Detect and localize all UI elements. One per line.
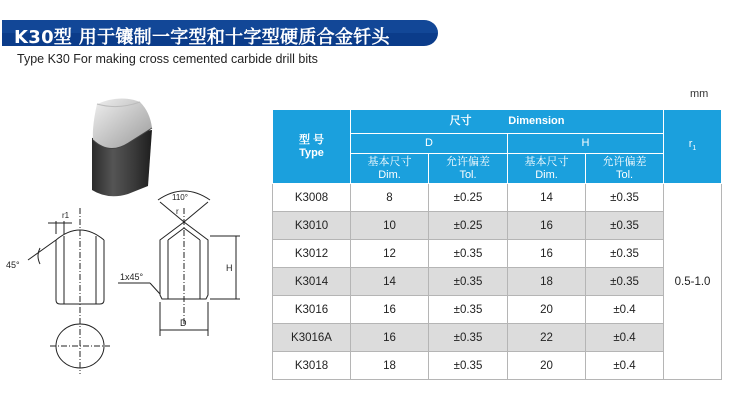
cell-h-tol: ±0.35 — [586, 212, 664, 240]
cell-h-tol: ±0.4 — [586, 296, 664, 324]
cell-type: K3018 — [273, 352, 351, 380]
page-title: K30型 用于镶制一字型和十字型硬质合金钎头 — [14, 27, 390, 48]
page-subtitle: Type K30 For making cross cemented carbide drill bits — [17, 52, 318, 66]
cell-d-tol: ±0.25 — [429, 184, 508, 212]
unit-label: mm — [690, 88, 709, 100]
cell-d: 16 — [351, 324, 429, 352]
cell-h-tol: ±0.4 — [586, 324, 664, 352]
cell-d: 10 — [351, 212, 429, 240]
cell-d: 16 — [351, 296, 429, 324]
side-view — [28, 208, 104, 322]
header-type: 型 号 Type — [273, 110, 351, 184]
cell-d: 12 — [351, 240, 429, 268]
title-banner — [2, 20, 438, 46]
cell-d-tol: ±0.35 — [429, 324, 508, 352]
table-row — [273, 212, 722, 240]
cell-h-tol: ±0.35 — [586, 268, 664, 296]
table-row — [273, 240, 722, 268]
header-d-basic: 基本尺寸 Dim. — [351, 154, 429, 184]
cell-type: K3014 — [273, 268, 351, 296]
cell-h: 14 — [508, 184, 586, 212]
table-row — [273, 268, 722, 296]
cell-h: 18 — [508, 268, 586, 296]
table-row — [273, 352, 722, 380]
cell-h: 16 — [508, 212, 586, 240]
header-h-tol: 允许偏差 Tol. — [586, 154, 664, 184]
dim-h: H — [226, 263, 233, 273]
cell-d-tol: ±0.35 — [429, 296, 508, 324]
cell-h-tol: ±0.4 — [586, 352, 664, 380]
header-h-basic: 基本尺寸 Dim. — [508, 154, 586, 184]
cell-d: 8 — [351, 184, 429, 212]
cell-h: 16 — [508, 240, 586, 268]
header-d: D — [351, 134, 508, 154]
header-h: H — [508, 134, 664, 154]
header-r1: $r_1$ — [664, 110, 722, 184]
technical-drawing — [0, 90, 268, 407]
cell-d: 14 — [351, 268, 429, 296]
table-row — [273, 184, 722, 212]
cell-d-tol: ±0.35 — [429, 352, 508, 380]
top-view — [50, 318, 110, 374]
table-row — [273, 296, 722, 324]
dim-45-angle: 45° — [6, 260, 20, 270]
cell-d-tol: ±0.35 — [429, 240, 508, 268]
cell-h: 22 — [508, 324, 586, 352]
cell-h: 20 — [508, 352, 586, 380]
table-row — [273, 324, 722, 352]
cell-r1-value: 0.5-1.0 — [664, 184, 722, 380]
cell-h-tol: ±0.35 — [586, 240, 664, 268]
dim-r-front: r — [176, 207, 179, 216]
cell-type: K3010 — [273, 212, 351, 240]
cell-type: K3016 — [273, 296, 351, 324]
cell-h: 20 — [508, 296, 586, 324]
cell-d-tol: ±0.35 — [429, 268, 508, 296]
dim-110-angle: 110° — [172, 193, 188, 202]
cell-d: 18 — [351, 352, 429, 380]
dim-chamfer: 1x45° — [120, 272, 144, 282]
cell-type: K3008 — [273, 184, 351, 212]
header-dimension: 尺寸 Dimension — [351, 110, 664, 134]
cell-d-tol: ±0.25 — [429, 212, 508, 240]
insert-3d-render — [92, 98, 152, 196]
cell-type: K3016A — [273, 324, 351, 352]
spec-table — [272, 109, 722, 380]
header-d-tol: 允许偏差 Tol. — [429, 154, 508, 184]
dim-r1-left: r1 — [62, 211, 70, 220]
cell-type: K3012 — [273, 240, 351, 268]
front-view — [118, 191, 240, 336]
cell-h-tol: ±0.35 — [586, 184, 664, 212]
dim-d: D — [180, 318, 187, 328]
